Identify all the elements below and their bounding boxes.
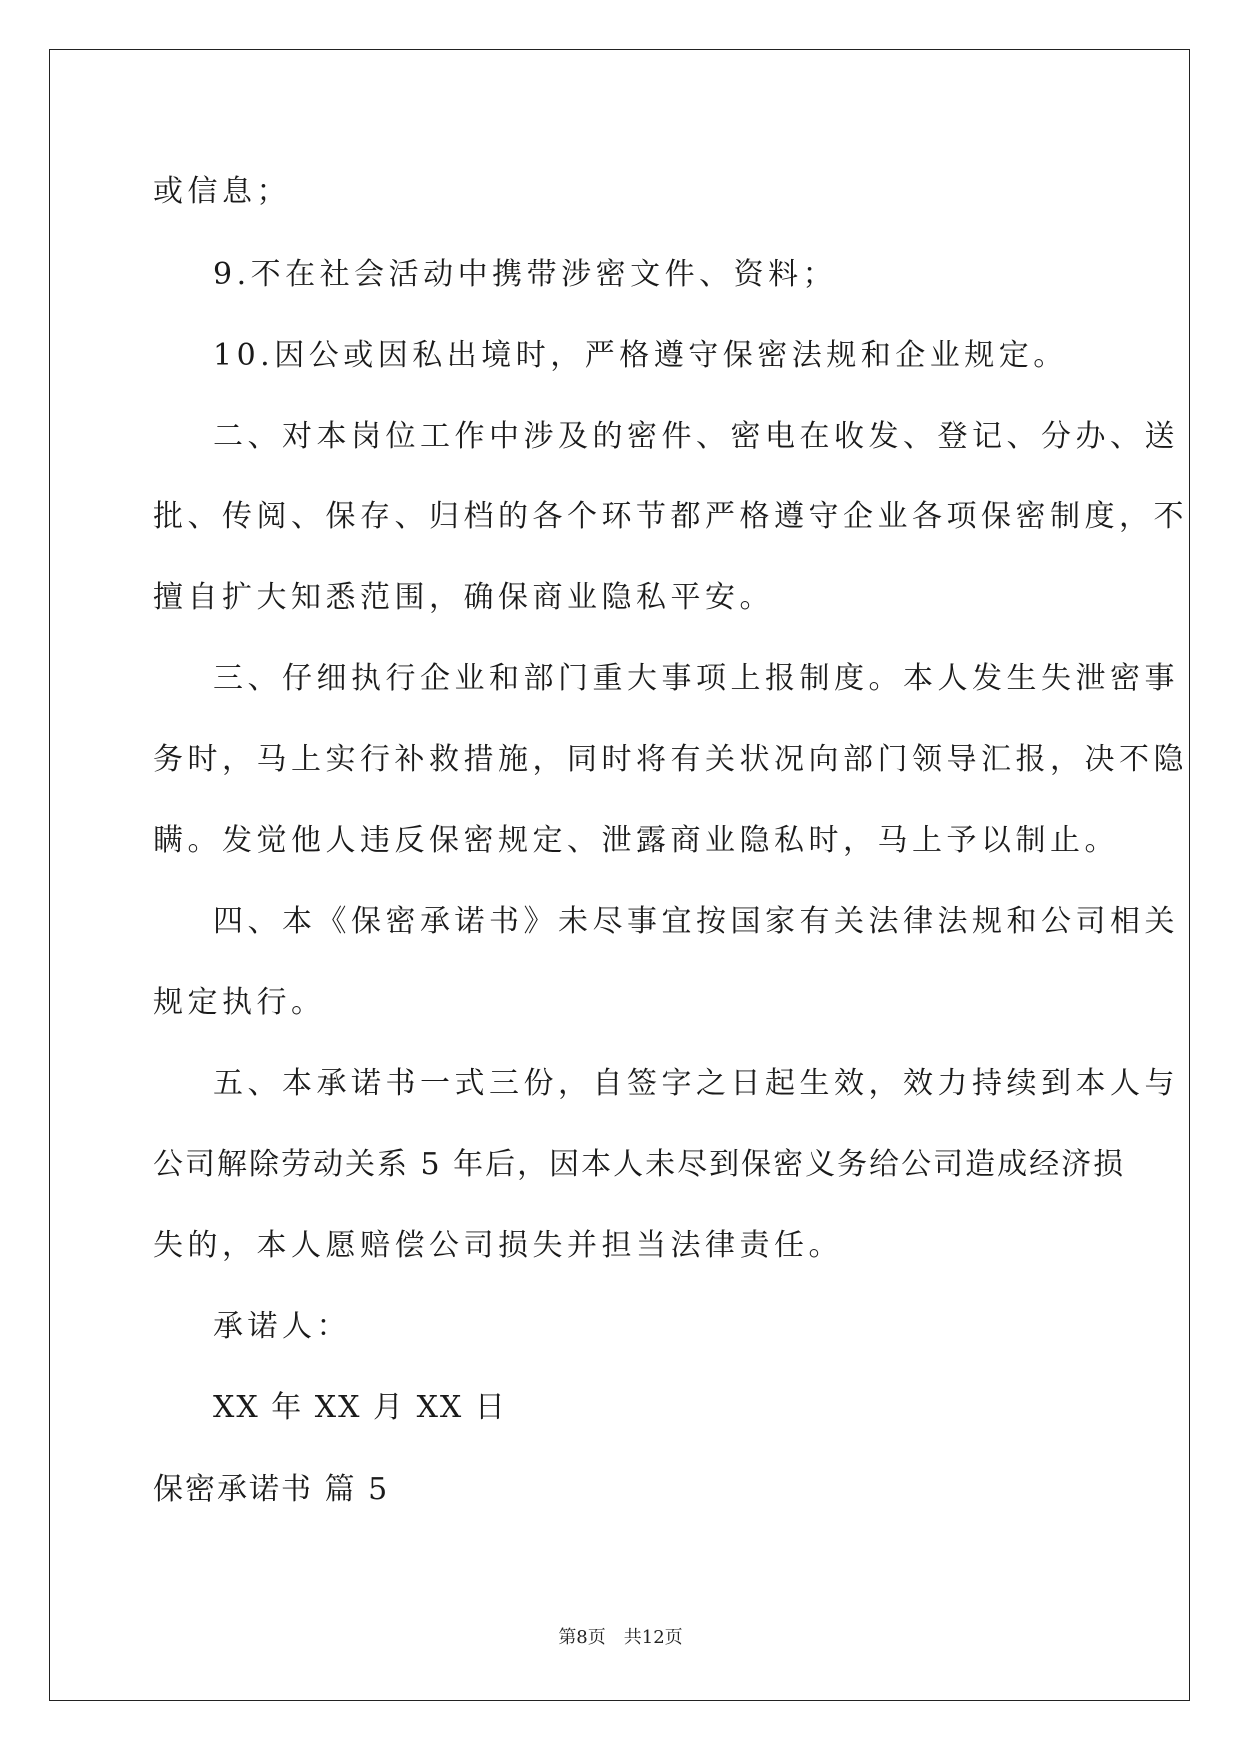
paragraph-line: 失的，本人愿赔偿公司损失并担当法律责任。: [153, 1228, 843, 1263]
paragraph-line: 9.不在社会活动中携带涉密文件、资料；: [213, 257, 838, 292]
paragraph-line: 公司解除劳动关系 5 年后，因本人未尽到保密义务给公司造成经济损: [153, 1147, 1126, 1182]
paragraph-line: 务时，马上实行补救措施，同时将有关状况向部门领导汇报，决不隐: [153, 742, 1188, 777]
section-heading: 保密承诺书 篇 5: [153, 1472, 390, 1507]
page-border: [49, 49, 1190, 1701]
paragraph-line: 四、本《保密承诺书》未尽事宜按国家有关法律法规和公司相关: [213, 904, 1179, 939]
paragraph-line: 擅自扩大知悉范围，确保商业隐私平安。: [153, 580, 774, 615]
paragraph-line: 规定执行。: [153, 985, 326, 1020]
paragraph-line: 五、本承诺书一式三份，自签字之日起生效，效力持续到本人与: [213, 1066, 1179, 1101]
signature-date: XX 年 XX 月 XX 日: [213, 1390, 507, 1425]
page-number: 第8页: [558, 1627, 606, 1648]
paragraph-line: 或信息；: [153, 174, 291, 209]
signature-label: 承诺人：: [213, 1309, 351, 1344]
paragraph-line: 10.因公或因私出境时，严格遵守保密法规和企业规定。: [213, 338, 1068, 373]
paragraph-line: 批、传阅、保存、归档的各个环节都严格遵守企业各项保密制度，不: [153, 499, 1188, 534]
page-footer: [0, 1626, 1241, 1650]
paragraph-line: 二、对本岗位工作中涉及的密件、密电在收发、登记、分办、送: [213, 419, 1179, 454]
paragraph-line: 三、仔细执行企业和部门重大事项上报制度。本人发生失泄密事: [213, 661, 1179, 696]
paragraph-line: 瞒。发觉他人违反保密规定、泄露商业隐私时，马上予以制止。: [153, 823, 1119, 858]
page-total: 共12页: [623, 1627, 683, 1648]
